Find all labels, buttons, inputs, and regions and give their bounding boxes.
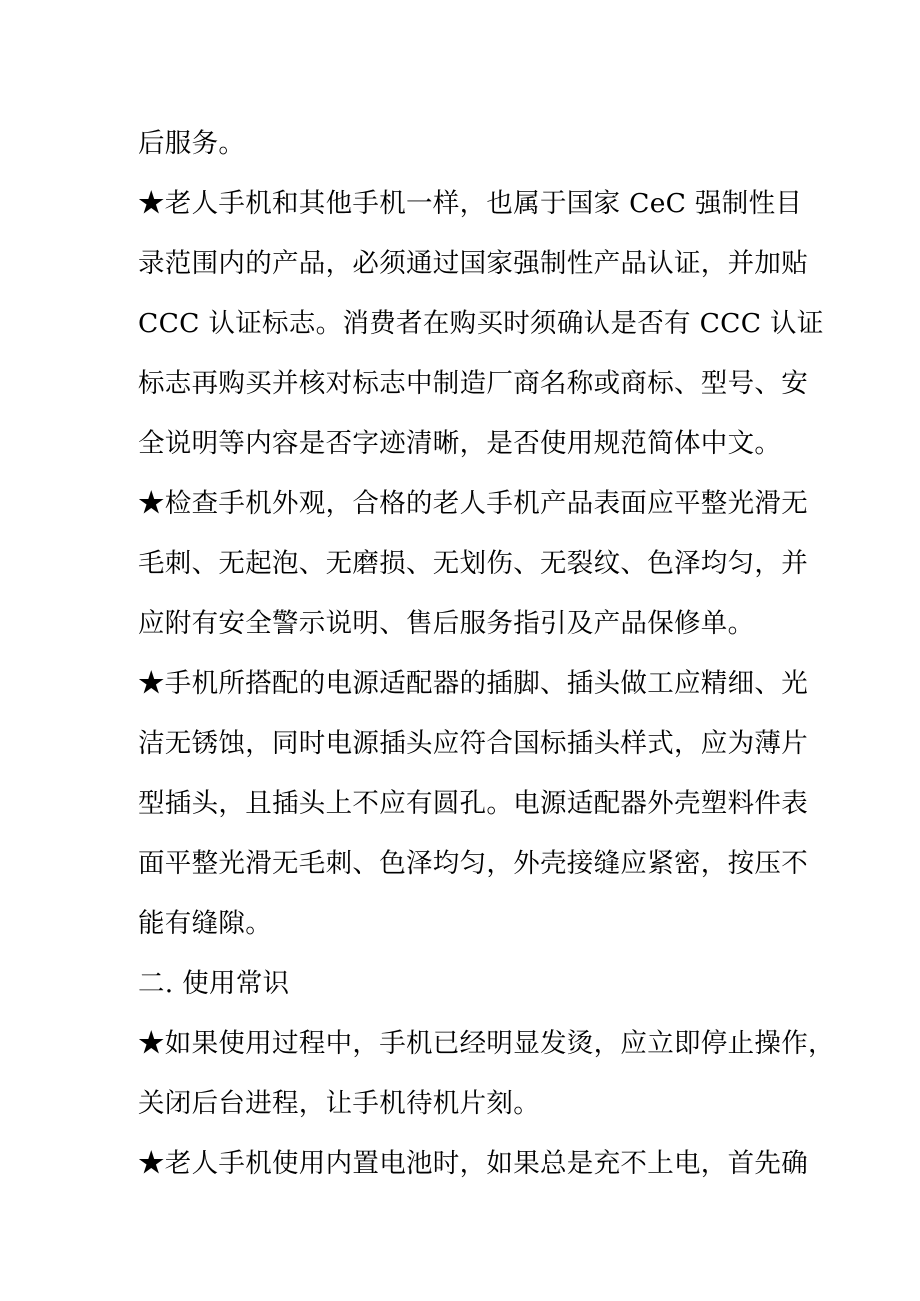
text-line: 录范围内的产品，必须通过国家强制性产品认证，并加贴 bbox=[138, 248, 808, 279]
text-line: ★老人手机使用内置电池时，如果总是充不上电，首先确 bbox=[138, 1148, 808, 1179]
text-line: 关闭后台进程，让手机待机片刻。 bbox=[138, 1088, 540, 1119]
text-line: 毛刺、无起泡、无磨损、无划伤、无裂纹、色泽均匀，并 bbox=[138, 548, 808, 579]
text-line: ★手机所搭配的电源适配器的插脚、插头做工应精细、光 bbox=[138, 668, 808, 699]
text-line: 应附有安全警示说明、售后服务指引及产品保修单。 bbox=[138, 608, 755, 639]
section-heading: 二. 使用常识 bbox=[138, 968, 290, 999]
text-line: ★老人手机和其他手机一样，也属于国家 CeC 强制性目 bbox=[138, 188, 803, 219]
text-line: ★如果使用过程中，手机已经明显发烫，应立即停止操作， bbox=[138, 1028, 835, 1059]
text-line: 后服务。 bbox=[138, 128, 246, 159]
text-line: 洁无锈蚀，同时电源插头应符合国标插头样式，应为薄片 bbox=[138, 728, 808, 759]
text-line: 全说明等内容是否字迹清晰，是否使用规范简体中文。 bbox=[138, 428, 782, 459]
text-line: 标志再购买并核对标志中制造厂商名称或商标、型号、安 bbox=[138, 368, 808, 399]
text-line: 型插头，且插头上不应有圆孔。电源适配器外壳塑料件表 bbox=[138, 788, 808, 819]
text-line: CCC 认证标志。消费者在购买时须确认是否有 CCC 认证 bbox=[138, 308, 824, 339]
text-line: ★检查手机外观，合格的老人手机产品表面应平整光滑无 bbox=[138, 488, 808, 519]
text-line: 能有缝隙。 bbox=[138, 908, 272, 939]
text-line: 面平整光滑无毛刺、色泽均匀，外壳接缝应紧密，按压不 bbox=[138, 848, 808, 879]
